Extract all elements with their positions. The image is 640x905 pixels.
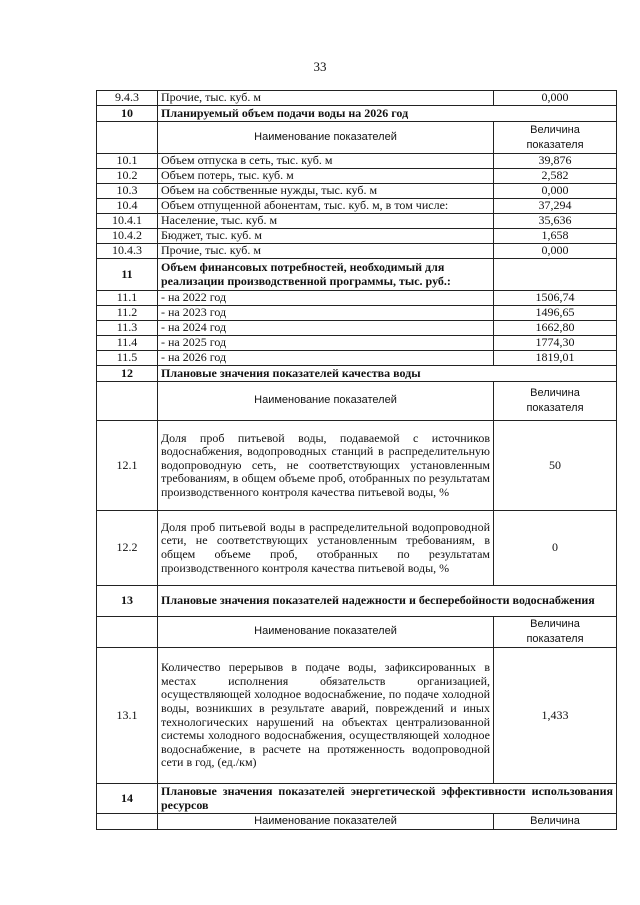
- row-number: 10.1: [97, 154, 158, 169]
- row-number: 11.3: [97, 321, 158, 336]
- row-value: 37,294: [494, 199, 617, 214]
- section-header-row: [97, 259, 617, 291]
- row-number: 10.4.3: [97, 244, 158, 259]
- row-number: 10.4.1: [97, 214, 158, 229]
- row-number: 13.1: [97, 648, 158, 784]
- table-row: [97, 154, 617, 169]
- row-label: Доля проб питьевой воды в распределительной водопроводной сети, не соответствующих установленным требованиям, в общем объеме проб, отобранных по результатам производственного контроля качества питьевой воды, %: [158, 511, 494, 586]
- section-header-row: [97, 784, 617, 814]
- row-number: 10.4: [97, 199, 158, 214]
- row-value: 39,876: [494, 154, 617, 169]
- row-label: Прочие, тыс. куб. м: [158, 91, 494, 106]
- row-label: - на 2025 год: [158, 336, 494, 351]
- row-value: 0,000: [494, 244, 617, 259]
- row-value: 1,658: [494, 229, 617, 244]
- row-number: 12.1: [97, 421, 158, 511]
- name-column-header: Наименование показателей: [158, 382, 494, 421]
- indicators-table: [96, 90, 617, 830]
- row-label: Объем потерь, тыс. куб. м: [158, 169, 494, 184]
- section-header-row: [97, 106, 617, 122]
- row-value: 0,000: [494, 184, 617, 199]
- value-column-header: Величина показателя: [494, 382, 617, 421]
- row-label: Население, тыс. куб. м: [158, 214, 494, 229]
- row-label: Объем отпущенной абонентам, тыс. куб. м, в том числе:: [158, 199, 494, 214]
- table-row: [97, 511, 617, 586]
- column-header-row: [97, 122, 617, 154]
- table-row: [97, 321, 617, 336]
- row-label: Прочие, тыс. куб. м: [158, 244, 494, 259]
- section-number: 12: [97, 366, 158, 382]
- name-column-header: Наименование показателей: [158, 814, 494, 830]
- name-column-header: Наименование показателей: [158, 617, 494, 648]
- column-header-row: [97, 814, 617, 830]
- section-header-row: [97, 586, 617, 617]
- value-column-header: Величина: [494, 814, 617, 830]
- section-number: 14: [97, 784, 158, 814]
- row-number: 9.4.3: [97, 91, 158, 106]
- table-row: [97, 214, 617, 229]
- row-value: 1,433: [494, 648, 617, 784]
- row-number: 10.3: [97, 184, 158, 199]
- row-value: 0,000: [494, 91, 617, 106]
- row-label: Объем отпуска в сеть, тыс. куб. м: [158, 154, 494, 169]
- row-value: 1774,30: [494, 336, 617, 351]
- row-number: 10.4.2: [97, 229, 158, 244]
- value-column-header: Величина показателя: [494, 122, 617, 154]
- section-number: 11: [97, 259, 158, 291]
- section-title: Планируемый объем подачи воды на 2026 год: [158, 106, 617, 122]
- table-row: [97, 648, 617, 784]
- row-label: Бюджет, тыс. куб. м: [158, 229, 494, 244]
- name-column-header: Наименование показателей: [158, 122, 494, 154]
- row-number: 11.1: [97, 291, 158, 306]
- row-label: Объем на собственные нужды, тыс. куб. м: [158, 184, 494, 199]
- table-row: [97, 336, 617, 351]
- column-header-row: [97, 382, 617, 421]
- row-number: 11.5: [97, 351, 158, 366]
- row-number: 10.2: [97, 169, 158, 184]
- row-label: - на 2022 год: [158, 291, 494, 306]
- table-row: [97, 291, 617, 306]
- row-value: 50: [494, 421, 617, 511]
- section-header-row: [97, 366, 617, 382]
- row-label: Доля проб питьевой воды, подаваемой с источников водоснабжения, водопроводных станций в распределительную водопроводную сеть, не соответствующих установленным требованиям, в общем объеме проб, отобранных по результатам производственного контроля качества питьевой воды, %: [158, 421, 494, 511]
- row-number: 11.4: [97, 336, 158, 351]
- row-label: - на 2024 год: [158, 321, 494, 336]
- table-row: [97, 184, 617, 199]
- row-label: Количество перерывов в подаче воды, зафиксированных в местах исполнения обязательств организацией, осуществляющей холодное водоснабжение, по подаче холодной воды, возникших в результате аварий, повреждений и иных технологических нарушений на объектах централизованной системы холодного водоснабжения, осуществляющей холодное водоснабжение, в расчете на протяженность водопроводной сети в год, (ед./км): [158, 648, 494, 784]
- section-title: Плановые значения показателей надежности и бесперебойности водоснабжения: [158, 586, 617, 617]
- section-title: Объем финансовых потребностей, необходимый для реализации производственной программы, тыс. руб.:: [158, 259, 494, 291]
- row-value: 2,582: [494, 169, 617, 184]
- table-row: [97, 421, 617, 511]
- table-row: [97, 351, 617, 366]
- table-row: [97, 91, 617, 106]
- row-value: 1819,01: [494, 351, 617, 366]
- row-value: 1506,74: [494, 291, 617, 306]
- table-row: [97, 199, 617, 214]
- section-title: Плановые значения показателей качества воды: [158, 366, 617, 382]
- column-header-row: [97, 617, 617, 648]
- row-label: - на 2023 год: [158, 306, 494, 321]
- section-number: 13: [97, 586, 158, 617]
- row-number: 12.2: [97, 511, 158, 586]
- table-row: [97, 169, 617, 184]
- table-row: [97, 244, 617, 259]
- section-title: Плановые значения показателей энергетической эффективности использования ресурсов: [158, 784, 617, 814]
- row-number: 11.2: [97, 306, 158, 321]
- page-number: 33: [313, 59, 327, 74]
- table-row: [97, 306, 617, 321]
- row-label: - на 2026 год: [158, 351, 494, 366]
- row-value: 1496,65: [494, 306, 617, 321]
- table-row: [97, 229, 617, 244]
- value-column-header: Величина показателя: [494, 617, 617, 648]
- row-value: 1662,80: [494, 321, 617, 336]
- row-value: 35,636: [494, 214, 617, 229]
- row-value: 0: [494, 511, 617, 586]
- section-number: 10: [97, 106, 158, 122]
